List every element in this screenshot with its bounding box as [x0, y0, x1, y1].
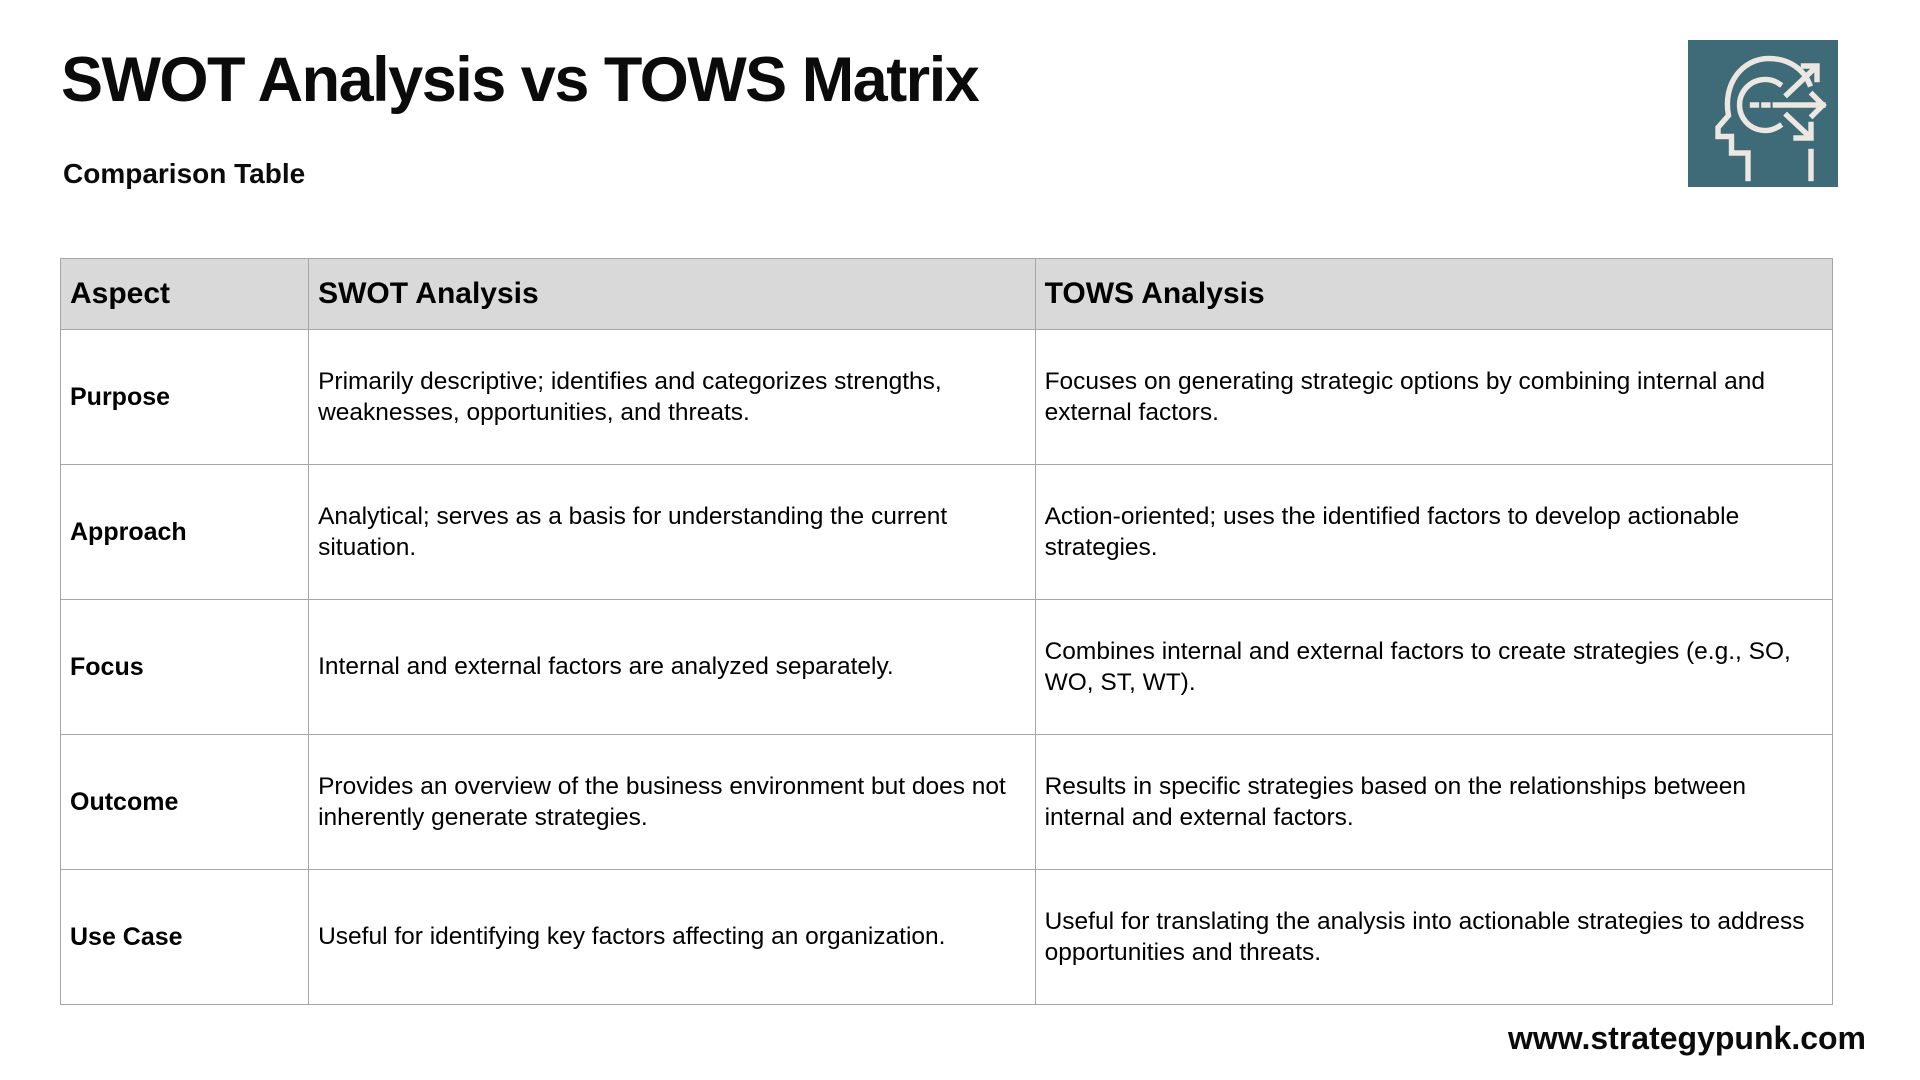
table-row [61, 735, 1833, 870]
head-strategy-arrows-icon [1688, 39, 1838, 189]
purpose-swot-cell: Primarily descriptive; identifies and categorizes strengths, weaknesses, opportunities, and threats. [309, 330, 1036, 465]
focus-swot-cell: Internal and external factors are analyzed separately. [309, 600, 1036, 735]
table-row [61, 330, 1833, 465]
outcome-swot-cell: Provides an overview of the business environment but does not inherently generate strategies. [309, 735, 1036, 870]
row-label-focus: Focus [61, 600, 309, 735]
column-header-tows: TOWS Analysis [1035, 259, 1832, 330]
column-header-swot: SWOT Analysis [309, 259, 1036, 330]
table-row [61, 870, 1833, 1005]
approach-swot-cell: Analytical; serves as a basis for understanding the current situation. [309, 465, 1036, 600]
row-label-outcome: Outcome [61, 735, 309, 870]
focus-tows-cell: Combines internal and external factors to create strategies (e.g., SO, WO, ST, WT). [1035, 600, 1832, 735]
row-label-purpose: Purpose [61, 330, 309, 465]
column-header-aspect: Aspect [61, 259, 309, 330]
website-url: www.strategypunk.com [1508, 1020, 1866, 1056]
row-label-use-case: Use Case [61, 870, 309, 1005]
use-case-tows-cell: Useful for translating the analysis into actionable strategies to address opportunities and threats. [1035, 870, 1832, 1005]
page-title: SWOT Analysis vs TOWS Matrix [61, 45, 979, 115]
purpose-tows-cell: Focuses on generating strategic options by combining internal and external factors. [1035, 330, 1832, 465]
table-header-row [61, 259, 1833, 330]
approach-tows-cell: Action-oriented; uses the identified factors to develop actionable strategies. [1035, 465, 1832, 600]
row-label-approach: Approach [61, 465, 309, 600]
table-row [61, 465, 1833, 600]
outcome-tows-cell: Results in specific strategies based on the relationships between internal and external factors. [1035, 735, 1832, 870]
strategypunk-logo [1688, 40, 1838, 187]
table-row [61, 600, 1833, 735]
comparison-table [60, 258, 1833, 1005]
use-case-swot-cell: Useful for identifying key factors affecting an organization. [309, 870, 1036, 1005]
page-subtitle: Comparison Table [63, 158, 306, 189]
